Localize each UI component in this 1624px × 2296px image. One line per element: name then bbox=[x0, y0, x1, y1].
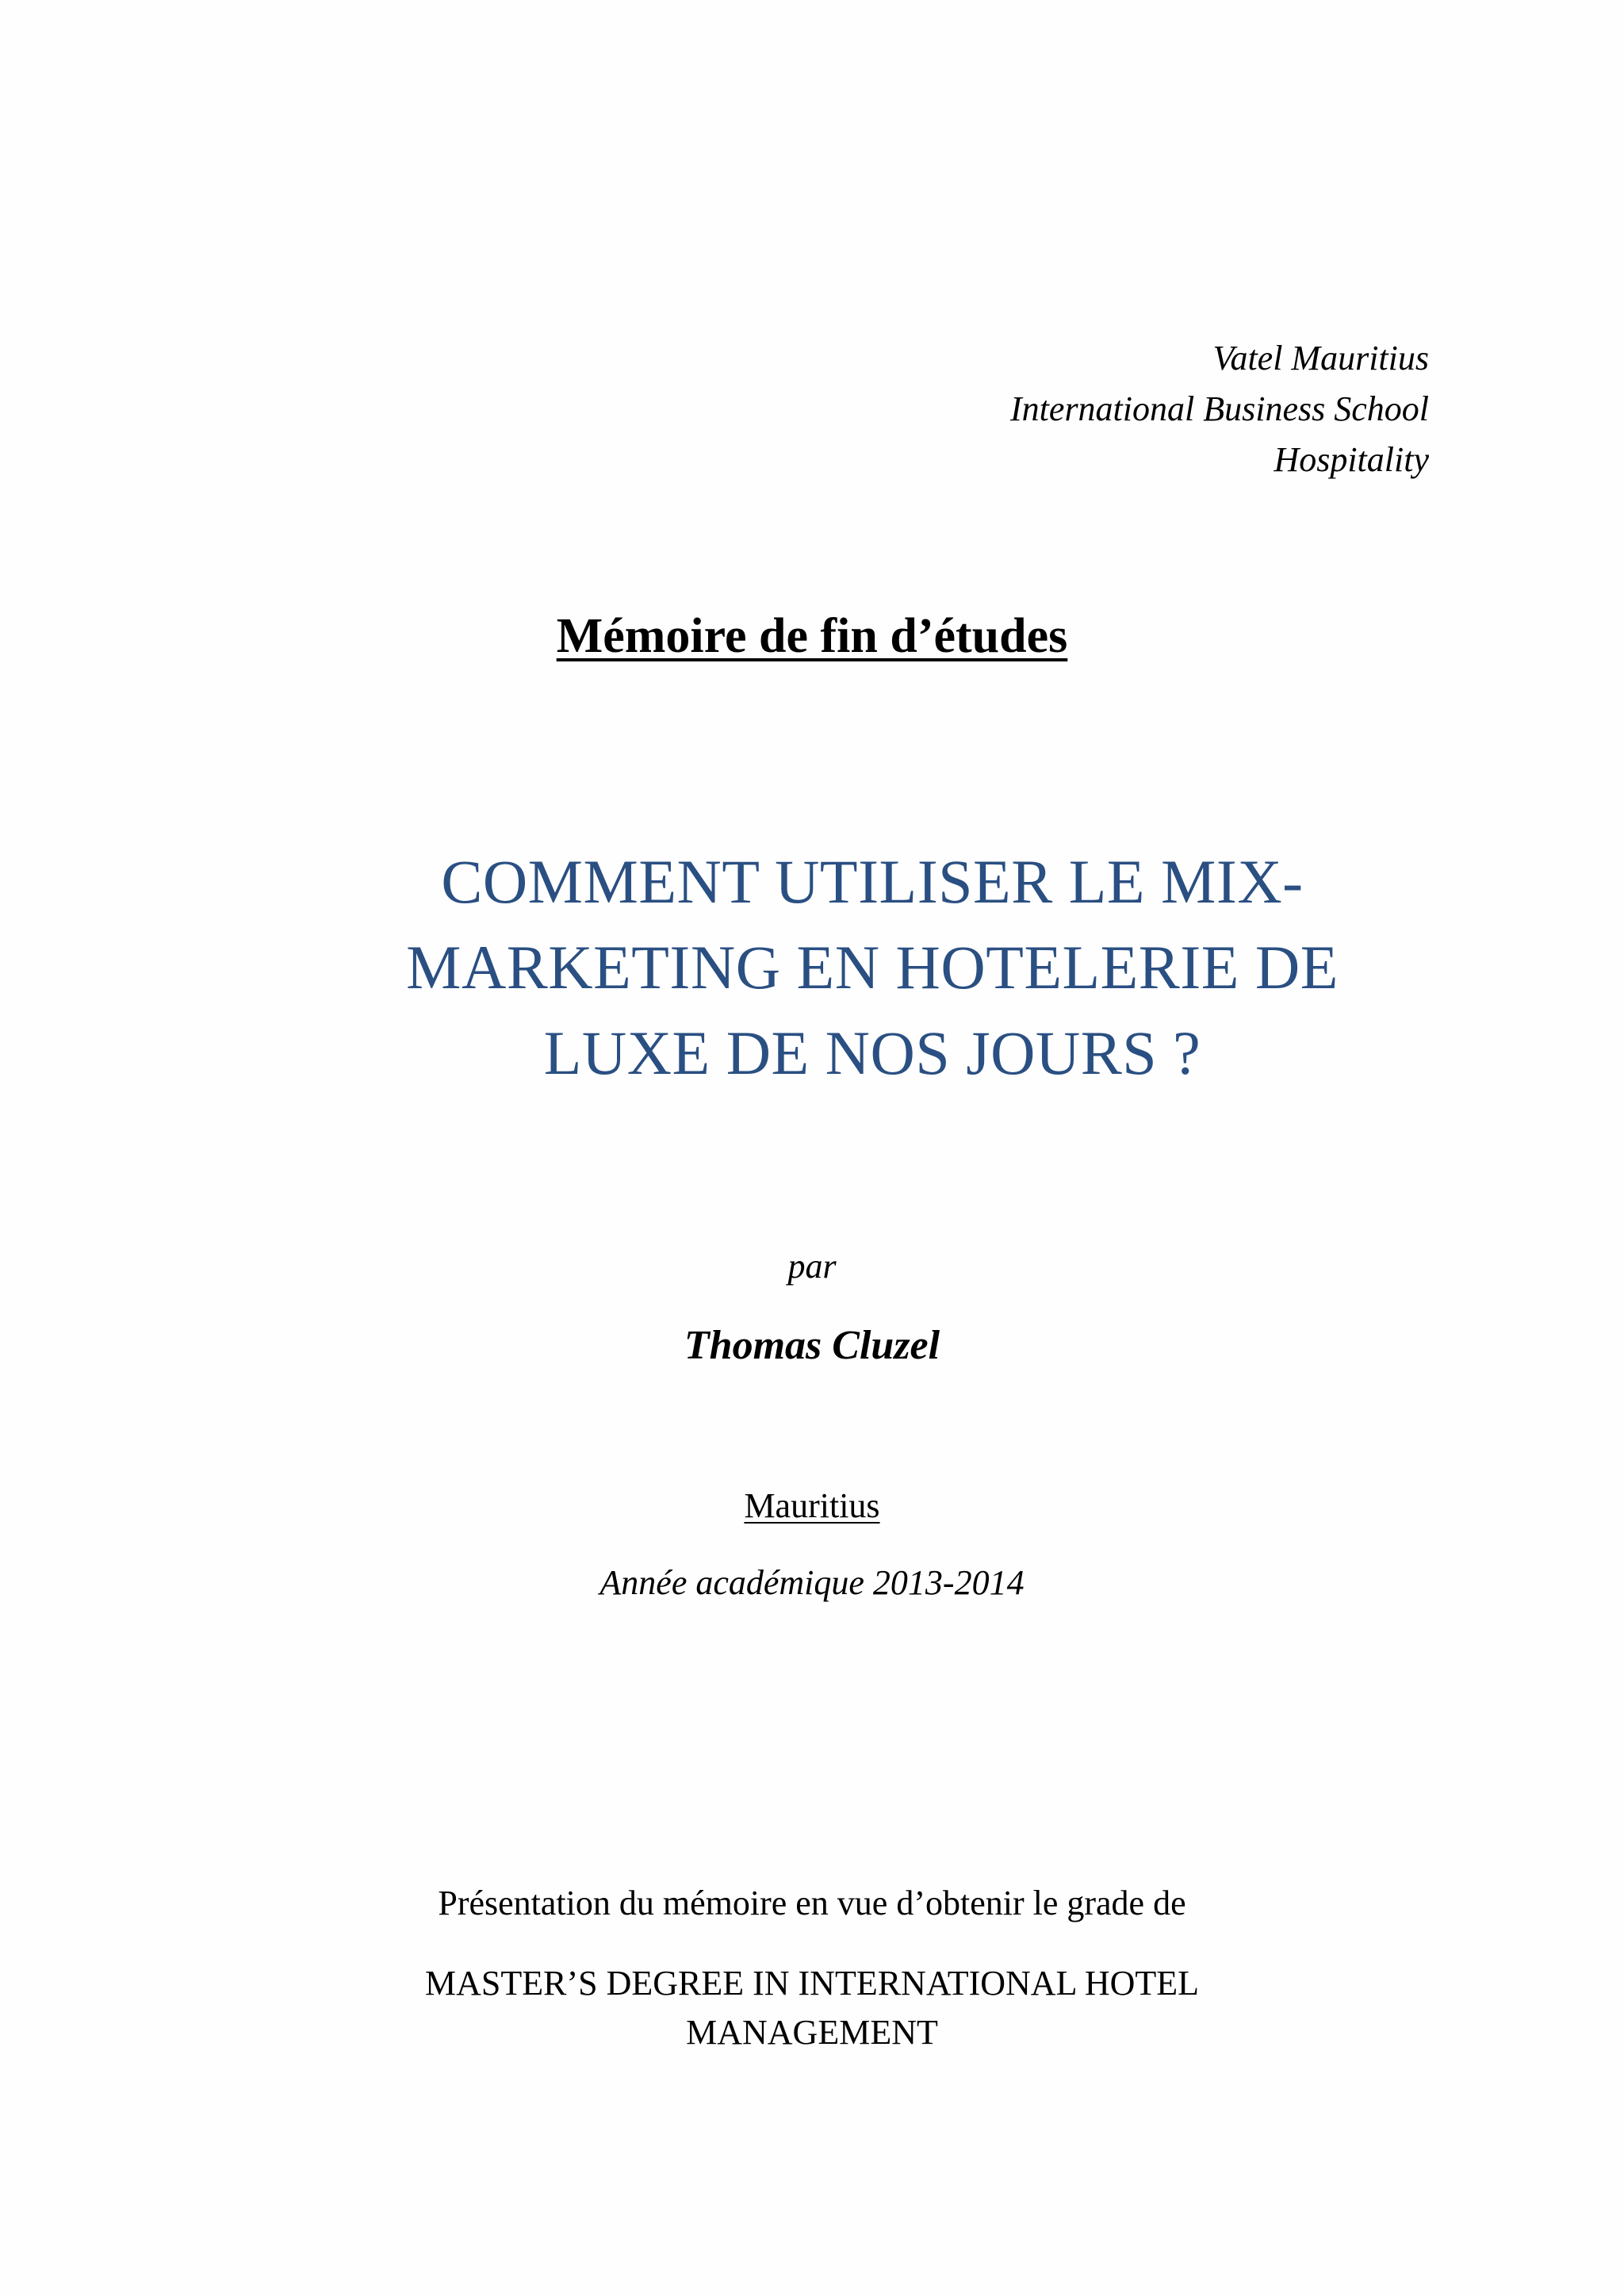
institution-block bbox=[1010, 333, 1429, 485]
thesis-title-line-2: MARKETING EN HOTELERIE DE bbox=[406, 933, 1339, 1002]
thesis-title-line-3: LUXE DE NOS JOURS ? bbox=[543, 1018, 1201, 1087]
degree-title-line-2: MANAGEMENT bbox=[686, 2013, 938, 2052]
institution-field: Hospitality bbox=[1274, 440, 1429, 479]
author-name: Thomas Cluzel bbox=[684, 1323, 940, 1368]
institution-school: International Business School bbox=[1010, 389, 1429, 428]
presentation-text: Présentation du mémoire en vue d’obtenir le grade de bbox=[438, 1884, 1186, 1922]
degree-title bbox=[0, 1959, 1624, 2057]
thesis-title bbox=[341, 839, 1404, 1096]
location bbox=[0, 1482, 1624, 1530]
by-label: par bbox=[787, 1247, 837, 1286]
institution-name: Vatel Mauritius bbox=[1212, 339, 1429, 378]
memoire-heading bbox=[0, 604, 1624, 668]
academic-year: Année académique 2013-2014 bbox=[599, 1563, 1025, 1602]
memoire-heading-text: Mémoire de fin d’études bbox=[556, 609, 1068, 663]
location-text: Mauritius bbox=[744, 1486, 880, 1525]
thesis-title-line-1: COMMENT UTILISER LE MIX- bbox=[441, 847, 1304, 916]
degree-title-line-1: MASTER’S DEGREE IN INTERNATIONAL HOTEL bbox=[424, 1964, 1200, 2003]
